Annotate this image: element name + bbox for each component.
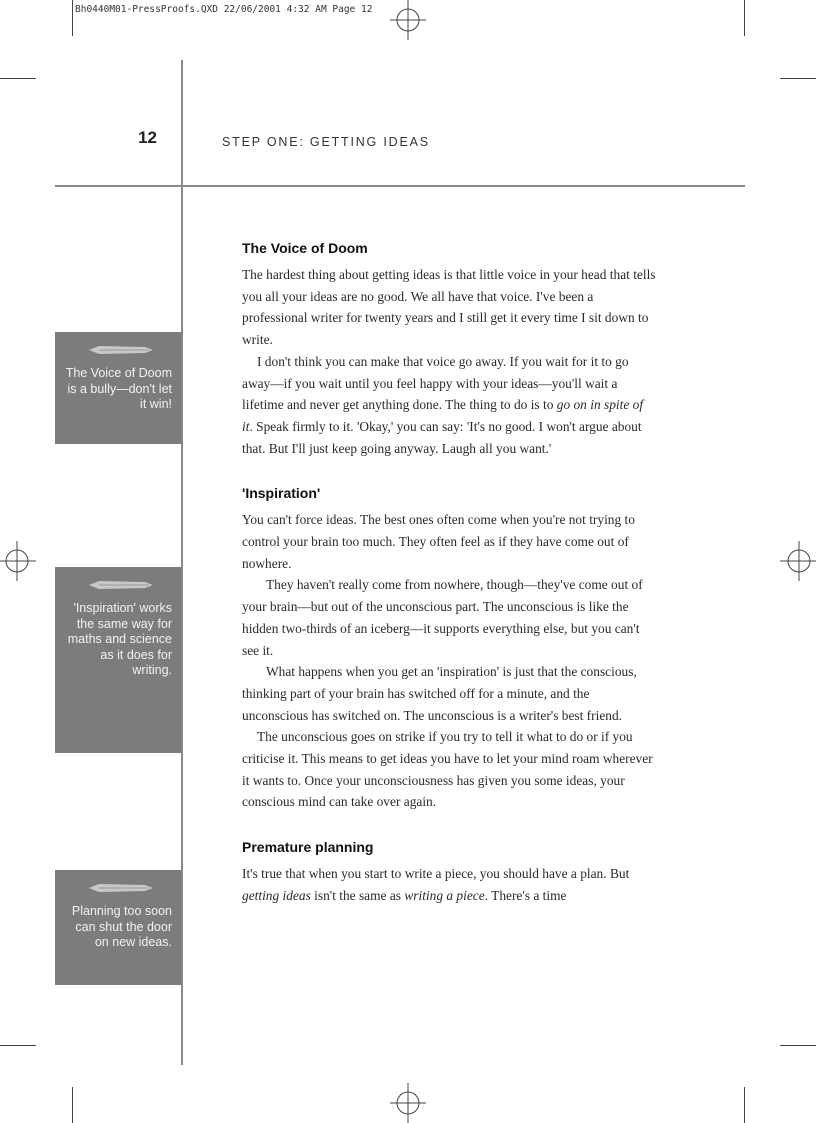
- paragraph: They haven't really come from nowhere, though—they've come out of your brain—but out of the unconscious part. The unconscious is like the hidden two-thirds of an iceberg—it supports everything else, but you can't see it.: [242, 577, 643, 658]
- emphasis: getting ideas: [242, 887, 311, 903]
- paragraph: It's true that when you start to write a piece, you should have a plan. But getting ideas isn't the same as writing a piece. There's a time: [242, 866, 630, 903]
- crop-mark: [744, 0, 745, 36]
- paragraph: I don't think you can make that voice go away. If you wait for it to go away—if you wait until you feel happy with your ideas—you'll wait a lifetime and never get anything done. The thing to do is to go on in spite of it. Speak firmly to it. 'Okay,' you can say: 'It's no good. I won't argue about that. But I'll just keep going anyway. Laugh all you want.': [242, 353, 644, 456]
- margin-note-text: 'Inspiration' works the same way for maths and science as it does for writing.: [67, 601, 172, 677]
- section-heading: 'Inspiration': [242, 485, 321, 502]
- section-heading: Premature planning: [242, 839, 374, 856]
- crop-mark: [780, 1045, 816, 1046]
- pen-nib-icon: [89, 882, 153, 894]
- crop-mark: [744, 1087, 745, 1123]
- paragraph: The hardest thing about getting ideas is that little voice in your head that tells you all your ideas are no good. We all have that voice. I've been a professional writer for twenty years and I still get it every time I sit down to write.: [242, 267, 656, 348]
- crop-mark: [0, 78, 36, 79]
- registration-mark-left: [0, 541, 40, 581]
- registration-mark-bottom: [388, 1083, 428, 1123]
- margin-note-text: Planning too soon can shut the door on new ideas.: [71, 904, 172, 949]
- body-text: [242, 240, 656, 907]
- page-number: 12: [138, 128, 157, 147]
- section-heading: The Voice of Doom: [242, 240, 368, 256]
- registration-mark-top: [388, 0, 428, 40]
- emphasis: go on in spite of it: [242, 397, 644, 434]
- margin-note: [55, 567, 181, 753]
- margin-note-text: The Voice of Doom is a bully—don't let it win!: [65, 366, 172, 411]
- paragraph: The unconscious goes on strike if you try to tell it what to do or if you criticise it. This means to get ideas you have to let your mind roam wherever it wants to. Once your unconsciousness has given you some ideas, your conscious mind can take over again.: [242, 729, 653, 810]
- pen-nib-icon: [89, 579, 153, 591]
- margin-rule: [181, 60, 183, 1065]
- emphasis: writing a piece: [404, 887, 485, 903]
- crop-mark: [72, 1087, 73, 1123]
- pen-nib-icon: [89, 344, 153, 356]
- registration-mark-right: [776, 541, 816, 581]
- crop-mark: [0, 1045, 36, 1046]
- margin-note: [55, 870, 181, 985]
- proof-slug: Bh0440M01-PressProofs.QXD 22/06/2001 4:32 AM Page 12: [75, 4, 373, 15]
- paragraph: What happens when you get an 'inspiration' is just that the conscious, thinking part of your brain has switched off for a minute, and the unconscious has switched on. The unconscious is a writer's best friend.: [242, 664, 637, 723]
- margin-note: [55, 332, 181, 444]
- crop-mark: [780, 78, 816, 79]
- header-rule: [55, 185, 745, 187]
- running-head: STEP ONE: GETTING IDEAS: [222, 135, 430, 149]
- crop-mark: [72, 0, 73, 36]
- paragraph: You can't force ideas. The best ones often come when you're not trying to control your brain too much. They often feel as if they have come out of nowhere.: [242, 512, 635, 571]
